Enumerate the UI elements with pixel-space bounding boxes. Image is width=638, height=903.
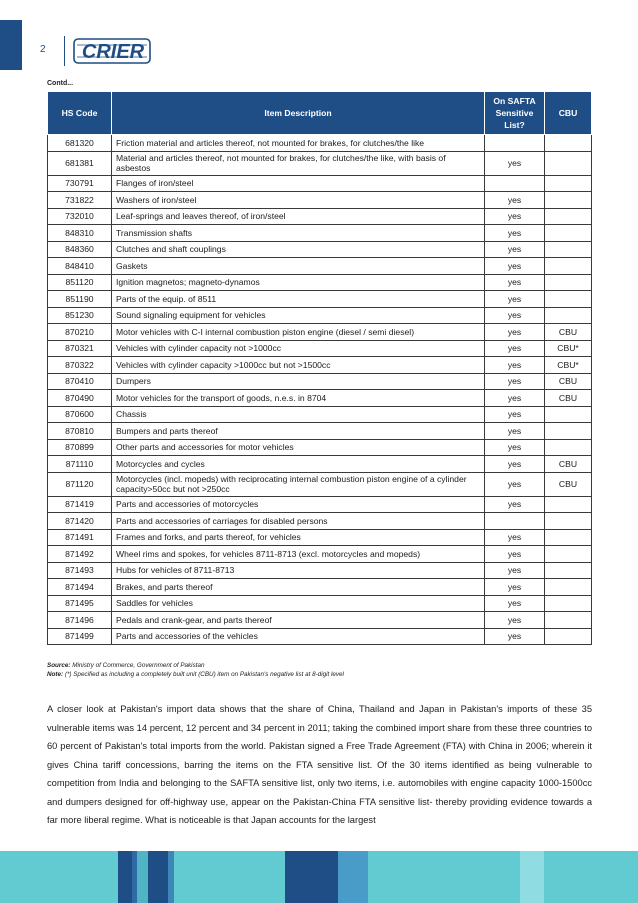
safta-status-cell: [485, 513, 545, 530]
table-row: [48, 135, 592, 152]
table-row: [48, 357, 592, 374]
item-description-cell: Saddles for vehicles: [112, 595, 485, 612]
item-description-cell: Vehicles with cylinder capacity >1000cc but not >1500cc: [112, 357, 485, 374]
item-description-cell: Material and articles thereof, not mounted for brakes, for clutches/the like, with basis of asbestos: [112, 151, 485, 175]
table-row: [48, 529, 592, 546]
safta-status-cell: yes: [485, 192, 545, 209]
safta-status-cell: yes: [485, 373, 545, 390]
cbu-cell: [545, 291, 592, 308]
safta-status-cell: yes: [485, 151, 545, 175]
footer-block: [118, 851, 132, 903]
table-row: [48, 324, 592, 341]
cbu-cell: [545, 595, 592, 612]
hs-code-cell: 871491: [48, 529, 112, 546]
item-description-cell: Dumpers: [112, 373, 485, 390]
cbu-cell: [545, 423, 592, 440]
safta-status-cell: yes: [485, 357, 545, 374]
table-row: [48, 456, 592, 473]
hs-code-cell: 848410: [48, 258, 112, 275]
cbu-cell: [545, 225, 592, 242]
table-row: [48, 291, 592, 308]
table-row: [48, 423, 592, 440]
safta-status-cell: yes: [485, 274, 545, 291]
cbu-cell: [545, 192, 592, 209]
hs-code-cell: 871495: [48, 595, 112, 612]
hs-code-cell: 681320: [48, 135, 112, 152]
cbu-cell: [545, 529, 592, 546]
safta-status-cell: yes: [485, 208, 545, 225]
hs-code-cell: 871419: [48, 496, 112, 513]
continued-label: Contd...: [47, 80, 74, 87]
page-header: [0, 0, 638, 70]
note-label: Note:: [47, 671, 64, 678]
body-paragraph: A closer look at Pakistan's import data shows that the share of China, Thailand and Japan in Pakistan's imports of these 35 vulnerable items was 14 percent, 12 percent and 34 percent in 2011; taking the combined import share from these three countries to 60 percent of Pakistan's total imports from the world. Pakistan signed a Free Trade Agreement (FTA) with China in 2006; wherein it gives China tariff concessions, barring the items on the FTA sensitive list. Of the 30 items identified as being vulnerable to competition from India and belonging to the SAFTA sensitive list, only two items, i.e. automobiles with engine capacity 1000-1500cc and dumpers designed for off-highway use, appear on the Pakistan-China FTA sensitive list- thereby providing evidence towards a far more liberal regime. What is noticeable is that Japan accounts for the largest: [47, 704, 592, 825]
table-row: [48, 307, 592, 324]
safta-status-cell: yes: [485, 291, 545, 308]
cbu-cell: [545, 406, 592, 423]
cbu-cell: CBU*: [545, 340, 592, 357]
safta-status-cell: yes: [485, 456, 545, 473]
item-description-cell: Parts and accessories of the vehicles: [112, 628, 485, 645]
item-description-cell: Sound signaling equipment for vehicles: [112, 307, 485, 324]
item-description-cell: Parts and accessories of carriages for disabled persons: [112, 513, 485, 530]
safta-status-cell: yes: [485, 595, 545, 612]
hs-code-cell: 871493: [48, 562, 112, 579]
cbu-cell: [545, 439, 592, 456]
safta-status-cell: yes: [485, 562, 545, 579]
item-description-cell: Parts and accessories of motorcycles: [112, 496, 485, 513]
hs-code-cell: 870810: [48, 423, 112, 440]
hs-code-cell: 870410: [48, 373, 112, 390]
safta-status-cell: yes: [485, 390, 545, 407]
safta-status-cell: yes: [485, 307, 545, 324]
cbu-cell: [545, 151, 592, 175]
item-description-cell: Parts of the equip. of 8511: [112, 291, 485, 308]
cbu-cell: [545, 307, 592, 324]
item-description-cell: Pedals and crank-gear, and parts thereof: [112, 612, 485, 629]
item-description-cell: Wheel rims and spokes, for vehicles 8711-8713 (excl. motorcycles and mopeds): [112, 546, 485, 563]
item-description-cell: Brakes, and parts thereof: [112, 579, 485, 596]
safta-status-cell: yes: [485, 628, 545, 645]
item-description-cell: Chassis: [112, 406, 485, 423]
hs-code-cell: 870899: [48, 439, 112, 456]
table-row: [48, 192, 592, 209]
footer-block: [338, 851, 368, 903]
safta-status-cell: yes: [485, 324, 545, 341]
header-side-strip: [0, 20, 22, 70]
table-row: [48, 373, 592, 390]
table-row: [48, 546, 592, 563]
item-description-cell: Ignition magnetos; magneto-dynamos: [112, 274, 485, 291]
safta-status-cell: [485, 135, 545, 152]
hs-code-cell: 732010: [48, 208, 112, 225]
hs-code-cell: 681381: [48, 151, 112, 175]
hs-code-cell: 848360: [48, 241, 112, 258]
cbu-cell: CBU: [545, 373, 592, 390]
table-row: [48, 208, 592, 225]
header-safta-sensitive: On SAFTA Sensitive List?: [485, 92, 545, 135]
hs-code-cell: 871494: [48, 579, 112, 596]
hs-code-cell: 731822: [48, 192, 112, 209]
table-row: [48, 472, 592, 496]
cbu-cell: [545, 496, 592, 513]
table-row: [48, 562, 592, 579]
cbu-cell: [545, 135, 592, 152]
safta-status-cell: yes: [485, 258, 545, 275]
hs-code-cell: 870490: [48, 390, 112, 407]
hs-code-cell: 730791: [48, 175, 112, 192]
safta-status-cell: yes: [485, 406, 545, 423]
item-description-cell: Motor vehicles for the transport of goods, n.e.s. in 8704: [112, 390, 485, 407]
table-row: [48, 628, 592, 645]
table-row: [48, 151, 592, 175]
item-description-cell: Friction material and articles thereof, not mounted for brakes, for clutches/the like: [112, 135, 485, 152]
cbu-cell: [545, 241, 592, 258]
source-label: Source:: [47, 662, 71, 669]
header-divider: [64, 36, 65, 66]
safta-status-cell: yes: [485, 612, 545, 629]
table-header-row: [48, 92, 592, 135]
hs-code-cell: 871120: [48, 472, 112, 496]
cbu-cell: [545, 208, 592, 225]
cbu-cell: CBU: [545, 456, 592, 473]
item-description-cell: Bumpers and parts thereof: [112, 423, 485, 440]
header-item-description: Item Description: [112, 92, 485, 135]
hs-code-cell: 870600: [48, 406, 112, 423]
crier-logo: [73, 36, 153, 66]
note-text: (*) Specified as including a completely built unit (CBU) item on Pakistan's negative list at 8-digit level: [63, 671, 344, 678]
cbu-cell: [545, 274, 592, 291]
table-row: [48, 225, 592, 242]
hs-code-cell: 871499: [48, 628, 112, 645]
cbu-cell: CBU: [545, 324, 592, 341]
footer-block: [520, 851, 544, 903]
safta-status-cell: yes: [485, 496, 545, 513]
source-line: [47, 661, 344, 670]
item-description-cell: Other parts and accessories for motor vehicles: [112, 439, 485, 456]
hs-code-cell: 871420: [48, 513, 112, 530]
cbu-cell: [545, 513, 592, 530]
footer-block: [137, 851, 148, 903]
page-footer: [0, 851, 638, 903]
table-row: [48, 390, 592, 407]
item-description-cell: Clutches and shaft couplings: [112, 241, 485, 258]
table-row: [48, 406, 592, 423]
table-row: [48, 274, 592, 291]
item-description-cell: Gaskets: [112, 258, 485, 275]
hs-code-cell: 870210: [48, 324, 112, 341]
item-description-cell: Motor vehicles with C-I internal combustion piston engine (diesel / semi diesel): [112, 324, 485, 341]
cbu-cell: [545, 175, 592, 192]
vulnerable-items-table: [47, 91, 592, 645]
cbu-cell: [545, 546, 592, 563]
safta-status-cell: [485, 175, 545, 192]
source-text: Ministry of Commerce, Government of Pakistan: [70, 662, 205, 669]
table-row: [48, 241, 592, 258]
cbu-cell: CBU*: [545, 357, 592, 374]
item-description-cell: Motorcycles (incl. mopeds) with reciprocating internal combustion piston engine of a cylinder capacity>50cc but not >250cc: [112, 472, 485, 496]
safta-status-cell: yes: [485, 423, 545, 440]
cbu-cell: CBU: [545, 390, 592, 407]
item-description-cell: Flanges of iron/steel: [112, 175, 485, 192]
item-description-cell: Motorcycles and cycles: [112, 456, 485, 473]
item-description-cell: Washers of iron/steel: [112, 192, 485, 209]
safta-status-cell: yes: [485, 241, 545, 258]
footer-block: [168, 851, 174, 903]
item-description-cell: Leaf-springs and leaves thereof, of iron/steel: [112, 208, 485, 225]
safta-status-cell: yes: [485, 546, 545, 563]
item-description-cell: Transmission shafts: [112, 225, 485, 242]
safta-status-cell: yes: [485, 529, 545, 546]
table-row: [48, 439, 592, 456]
hs-code-cell: 870322: [48, 357, 112, 374]
note-line: [47, 670, 344, 679]
table-body: [48, 135, 592, 645]
safta-status-cell: yes: [485, 340, 545, 357]
safta-status-cell: yes: [485, 579, 545, 596]
header-hs-code: HS Code: [48, 92, 112, 135]
item-description-cell: Vehicles with cylinder capacity not >1000cc: [112, 340, 485, 357]
page-number: 2: [40, 44, 46, 55]
hs-code-cell: 871110: [48, 456, 112, 473]
safta-status-cell: yes: [485, 472, 545, 496]
hs-code-cell: 851230: [48, 307, 112, 324]
cbu-cell: [545, 628, 592, 645]
cbu-cell: [545, 562, 592, 579]
cbu-cell: [545, 612, 592, 629]
footer-block: [285, 851, 338, 903]
hs-code-cell: 848310: [48, 225, 112, 242]
table-row: [48, 340, 592, 357]
hs-code-cell: 851190: [48, 291, 112, 308]
safta-status-cell: yes: [485, 439, 545, 456]
table-row: [48, 258, 592, 275]
table-row: [48, 595, 592, 612]
hs-code-cell: 851120: [48, 274, 112, 291]
table-row: [48, 513, 592, 530]
header-cbu: CBU: [545, 92, 592, 135]
hs-code-cell: 870321: [48, 340, 112, 357]
cbu-cell: [545, 579, 592, 596]
table-row: [48, 175, 592, 192]
cbu-cell: [545, 258, 592, 275]
table-row: [48, 496, 592, 513]
item-description-cell: Hubs for vehicles of 8711-8713: [112, 562, 485, 579]
cbu-cell: CBU: [545, 472, 592, 496]
table-row: [48, 612, 592, 629]
hs-code-cell: 871492: [48, 546, 112, 563]
footer-block: [148, 851, 168, 903]
logo-text: CRIER: [81, 41, 145, 63]
table-source-note: [47, 661, 344, 679]
item-description-cell: Frames and forks, and parts thereof, for vehicles: [112, 529, 485, 546]
table-row: [48, 579, 592, 596]
safta-status-cell: yes: [485, 225, 545, 242]
hs-code-cell: 871496: [48, 612, 112, 629]
